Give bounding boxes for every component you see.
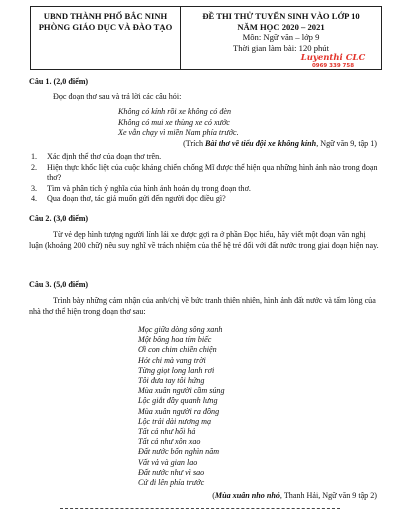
- poem-line: Mùa xuân người ra đồng: [138, 406, 220, 416]
- item-text: Xác định thể thơ của đoạn thơ trên.: [47, 152, 162, 161]
- brand-phone: 0969 339 758: [311, 63, 355, 69]
- poem-line: Hót chi mà vang trời: [138, 355, 206, 365]
- exam-header: [30, 6, 382, 70]
- q3-title: Câu 3. (5,0 điểm): [29, 280, 89, 289]
- item-number: 1.: [31, 152, 38, 161]
- q2-title: Câu 2. (3,0 điểm): [29, 214, 89, 223]
- source-title: Mùa xuân nho nhỏ: [214, 491, 280, 500]
- poem-line: Vất vả và gian lao: [138, 457, 198, 467]
- poem-line: Tất cả như xôn xao: [138, 437, 201, 447]
- poem-line: Tôi đưa tay tôi hứng: [138, 376, 205, 386]
- poem-line: Ơi con chim chiền chiện: [138, 345, 217, 355]
- issuing-office: [31, 7, 181, 69]
- q1-source: [183, 139, 377, 150]
- poem-line: Mọc giữa dòng sông xanh: [138, 325, 223, 334]
- item-number: 3.: [31, 183, 38, 193]
- source-suffix: , Ngữ văn 9, tập 1): [316, 139, 377, 148]
- city-committee: UBND THÀNH PHỐ BẮC NINH: [43, 11, 168, 21]
- item-text: Hiện thực khốc liệt của cuộc kháng chiến chống Mĩ được thể hiện qua những hình ảnh nào trong đoạn thơ?: [47, 162, 378, 182]
- q3-poem: [138, 325, 225, 488]
- item-number: 4.: [31, 194, 38, 203]
- q2-text: Từ vẻ đẹp hình tượng người lính lái xe được gợi ra ở phần Đọc hiểu, hãy viết một đoạn văn nghị luận (khoảng 200 chữ) nêu suy nghĩ về trách nhiệm của thế hệ trẻ đối với đất nước trong giai đoạn hiện nay.: [29, 230, 379, 250]
- poem-line: Không có mui xe thùng xe có xước: [118, 117, 230, 127]
- source-suffix: , Thanh Hải, Ngữ văn 9 tập 2): [279, 491, 377, 500]
- poem-line: Một bông hoa tím biếc: [138, 335, 212, 345]
- poem-line: Lộc trải dài nương mạ: [138, 416, 212, 426]
- education-department: PHÒNG GIÁO DỤC VÀ ĐÀO TẠO: [38, 22, 173, 32]
- list-item: [31, 163, 381, 184]
- school-year: NĂM HỌC 2020 – 2021: [237, 21, 325, 32]
- list-item: [31, 152, 381, 163]
- q1-items: [31, 152, 381, 205]
- time-limit: Thời gian làm bài: 120 phút: [233, 42, 329, 53]
- q1-intro: Đọc đoạn thơ sau và trả lời các câu hỏi:: [53, 92, 182, 101]
- item-text: Tìm và phân tích ý nghĩa của hình ảnh hoán dụ trong đoạn thơ.: [47, 183, 251, 193]
- list-item: [31, 184, 381, 195]
- brand-watermark: [293, 53, 373, 69]
- source-prefix: (Trích: [183, 139, 206, 148]
- poem-line: Đất nước bốn nghìn năm: [138, 447, 220, 457]
- q1-title: Câu 1. (2,0 điểm): [29, 77, 89, 86]
- poem-line: Không có kính rồi xe không có đèn: [118, 107, 232, 116]
- poem-line: Xe vẫn chạy vì miền Nam phía trước.: [118, 128, 239, 137]
- end-divider: [60, 508, 340, 509]
- list-item: [31, 194, 381, 205]
- item-number: 2.: [31, 162, 38, 172]
- q1-poem: [118, 107, 239, 139]
- poem-line: Tất cả như hối hả: [138, 427, 196, 437]
- brand-name: Luyenthi CLC: [300, 53, 366, 63]
- item-text: Qua đoạn thơ, tác giả muốn gửi đến người đọc điều gì?: [47, 194, 226, 203]
- poem-line: Cứ đi lên phía trước: [138, 478, 205, 488]
- poem-line: Lộc giắt đầy quanh lưng: [138, 396, 218, 406]
- q3-source: [212, 491, 377, 502]
- source-title: Bài thơ về tiểu đội xe không kính: [205, 139, 317, 148]
- subject: Môn: Ngữ văn – lớp 9: [242, 32, 320, 42]
- poem-line: Từng giọt long lanh rơi: [138, 365, 215, 375]
- exam-title: ĐỀ THI THỬ TUYỂN SINH VÀO LỚP 10: [202, 11, 360, 21]
- q3-text: Trình bày những cảm nhận của anh/chị về bức tranh thiên nhiên, hình ảnh đất nước và tấm lòng của nhà thơ thể hiện trong đoạn thơ sau:: [29, 296, 376, 316]
- poem-line: Đất nước như vì sao: [138, 467, 205, 477]
- source-prefix: (: [212, 491, 215, 500]
- poem-line: Mùa xuân người cầm súng: [138, 386, 225, 396]
